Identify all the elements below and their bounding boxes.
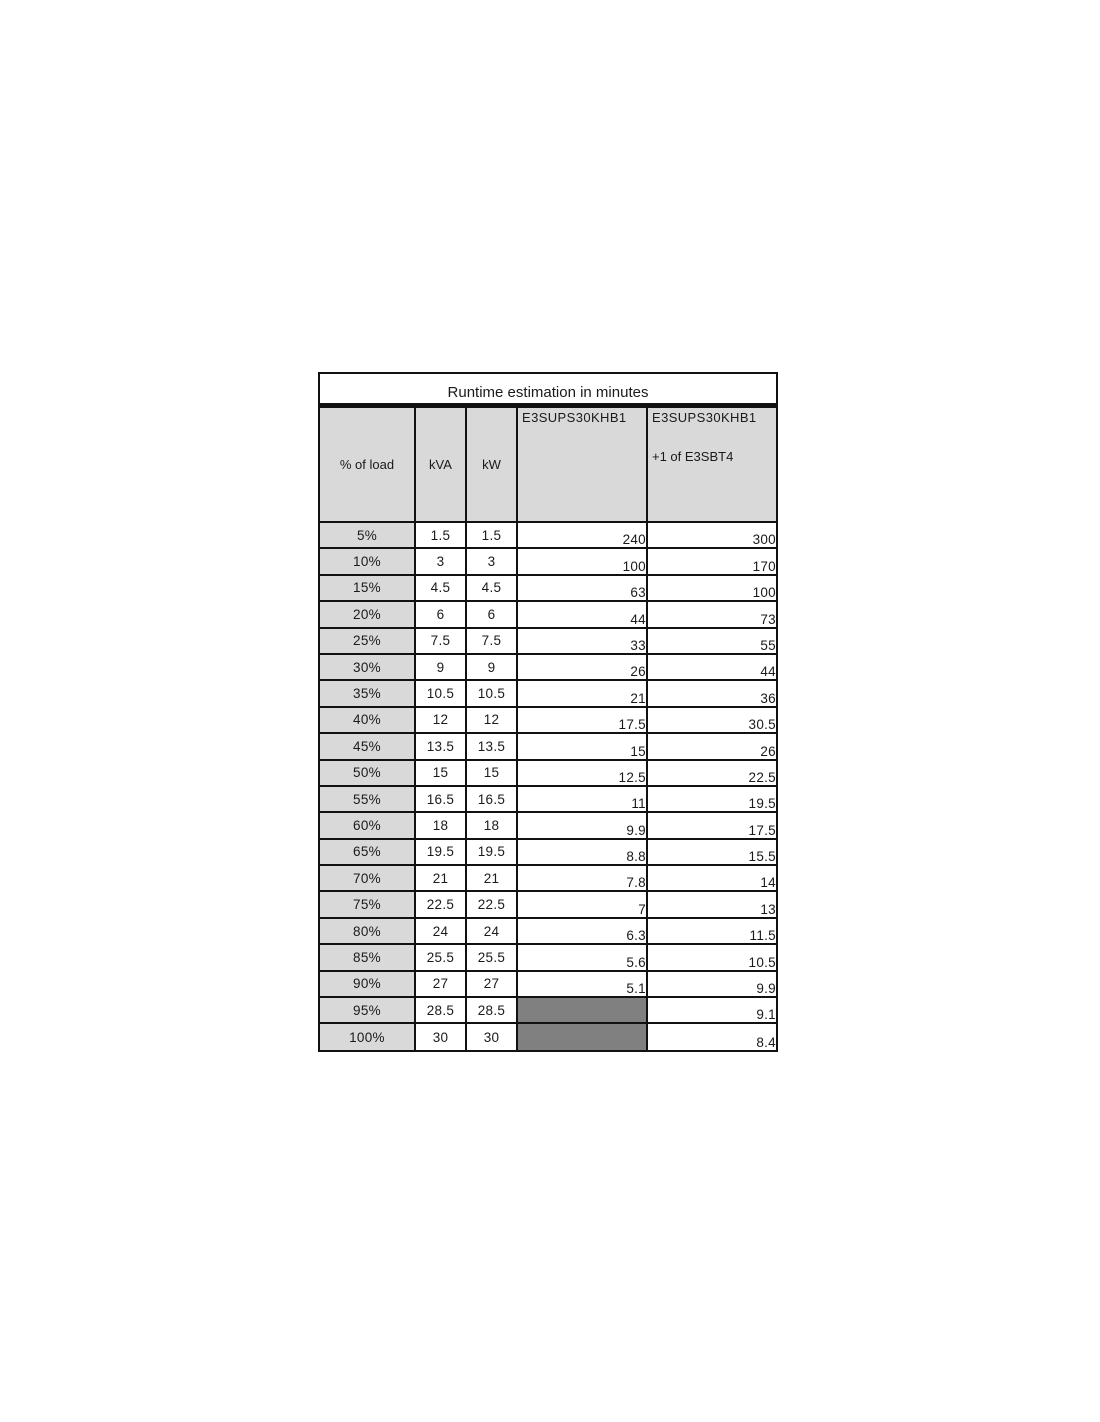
cell-kva: 13.5: [415, 733, 466, 759]
header-model-b: [647, 407, 776, 522]
cell-runtime-b: 26: [647, 733, 776, 759]
cell-kva: 22.5: [415, 891, 466, 917]
cell-kw: 16.5: [466, 786, 517, 812]
cell-runtime-a: 21: [517, 680, 647, 706]
cell-kw: 15: [466, 760, 517, 786]
cell-runtime-a: 44: [517, 601, 647, 627]
cell-kw: 13.5: [466, 733, 517, 759]
cell-kw: 12: [466, 707, 517, 733]
cell-load: 80%: [320, 918, 415, 944]
cell-kw: 1.5: [466, 522, 517, 548]
cell-kva: 3: [415, 548, 466, 574]
cell-runtime-b: 9.1: [647, 997, 776, 1023]
runtime-table-sheet: [318, 372, 778, 1052]
header-model-a-label: E3SUPS30KHB1: [522, 410, 627, 425]
table-row: [320, 891, 776, 917]
cell-kw: 27: [466, 971, 517, 997]
cell-runtime-a: 15: [517, 733, 647, 759]
cell-runtime-b: 300: [647, 522, 776, 548]
table-row: [320, 918, 776, 944]
cell-kva: 25.5: [415, 944, 466, 970]
cell-load: 25%: [320, 628, 415, 654]
cell-load: 10%: [320, 548, 415, 574]
table-row: [320, 601, 776, 627]
table-row: [320, 865, 776, 891]
table-row: [320, 707, 776, 733]
cell-runtime-a: 63: [517, 575, 647, 601]
cell-runtime-b: 170: [647, 548, 776, 574]
header-kva: kVA: [415, 407, 466, 522]
cell-runtime-a: 11: [517, 786, 647, 812]
table-row: [320, 522, 776, 548]
header-model-b-sub: +1 of E3SBT4: [652, 449, 734, 464]
cell-runtime-b: 55: [647, 628, 776, 654]
cell-runtime-b: 9.9: [647, 971, 776, 997]
table-row: [320, 628, 776, 654]
cell-load: 90%: [320, 971, 415, 997]
cell-runtime-a: 100: [517, 548, 647, 574]
cell-kw: 30: [466, 1023, 517, 1049]
cell-runtime-a: 7: [517, 891, 647, 917]
table-row: [320, 944, 776, 970]
table-row: [320, 680, 776, 706]
cell-runtime-b: 30.5: [647, 707, 776, 733]
cell-kva: 19.5: [415, 839, 466, 865]
cell-kva: 16.5: [415, 786, 466, 812]
cell-runtime-a: 240: [517, 522, 647, 548]
cell-runtime-a-unavailable: [517, 1023, 647, 1049]
cell-kva: 10.5: [415, 680, 466, 706]
cell-kw: 24: [466, 918, 517, 944]
cell-runtime-b: 15.5: [647, 839, 776, 865]
cell-kw: 28.5: [466, 997, 517, 1023]
cell-runtime-a-unavailable: [517, 997, 647, 1023]
cell-runtime-a: 26: [517, 654, 647, 680]
cell-kva: 7.5: [415, 628, 466, 654]
cell-load: 65%: [320, 839, 415, 865]
cell-kva: 24: [415, 918, 466, 944]
cell-load: 70%: [320, 865, 415, 891]
cell-load: 45%: [320, 733, 415, 759]
table-row: [320, 786, 776, 812]
cell-kw: 21: [466, 865, 517, 891]
table-row: [320, 575, 776, 601]
cell-kw: 22.5: [466, 891, 517, 917]
table-row: [320, 654, 776, 680]
cell-runtime-b: 73: [647, 601, 776, 627]
cell-runtime-a: 7.8: [517, 865, 647, 891]
cell-runtime-b: 8.4: [647, 1023, 776, 1049]
cell-runtime-b: 10.5: [647, 944, 776, 970]
table-row: [320, 812, 776, 838]
cell-load: 60%: [320, 812, 415, 838]
cell-load: 35%: [320, 680, 415, 706]
cell-kva: 12: [415, 707, 466, 733]
cell-kva: 27: [415, 971, 466, 997]
header-kw: kW: [466, 407, 517, 522]
cell-kw: 3: [466, 548, 517, 574]
cell-kva: 9: [415, 654, 466, 680]
cell-load: 95%: [320, 997, 415, 1023]
cell-kw: 18: [466, 812, 517, 838]
cell-load: 20%: [320, 601, 415, 627]
cell-kva: 21: [415, 865, 466, 891]
header-row: [320, 407, 776, 522]
cell-load: 5%: [320, 522, 415, 548]
table-title: Runtime estimation in minutes: [320, 374, 776, 406]
cell-runtime-b: 100: [647, 575, 776, 601]
cell-runtime-b: 17.5: [647, 812, 776, 838]
cell-runtime-a: 8.8: [517, 839, 647, 865]
cell-load: 55%: [320, 786, 415, 812]
cell-kva: 1.5: [415, 522, 466, 548]
cell-runtime-a: 9.9: [517, 812, 647, 838]
cell-kva: 6: [415, 601, 466, 627]
cell-load: 15%: [320, 575, 415, 601]
table-row: [320, 839, 776, 865]
cell-kva: 15: [415, 760, 466, 786]
table-row: [320, 1023, 776, 1049]
cell-kva: 30: [415, 1023, 466, 1049]
cell-kw: 25.5: [466, 944, 517, 970]
header-model-b-label: E3SUPS30KHB1: [652, 410, 757, 425]
cell-load: 75%: [320, 891, 415, 917]
table-row: [320, 997, 776, 1023]
cell-runtime-a: 6.3: [517, 918, 647, 944]
cell-runtime-a: 17.5: [517, 707, 647, 733]
cell-runtime-b: 13: [647, 891, 776, 917]
header-model-a: [517, 407, 647, 522]
table-row: [320, 548, 776, 574]
cell-kw: 10.5: [466, 680, 517, 706]
cell-load: 100%: [320, 1023, 415, 1049]
table-row: [320, 733, 776, 759]
cell-kw: 6: [466, 601, 517, 627]
table-row: [320, 971, 776, 997]
cell-kw: 9: [466, 654, 517, 680]
cell-runtime-a: 33: [517, 628, 647, 654]
table-row: [320, 760, 776, 786]
cell-kva: 4.5: [415, 575, 466, 601]
cell-runtime-b: 14: [647, 865, 776, 891]
cell-load: 30%: [320, 654, 415, 680]
cell-kva: 28.5: [415, 997, 466, 1023]
cell-runtime-b: 22.5: [647, 760, 776, 786]
cell-kw: 4.5: [466, 575, 517, 601]
cell-kw: 7.5: [466, 628, 517, 654]
cell-runtime-a: 12.5: [517, 760, 647, 786]
cell-load: 40%: [320, 707, 415, 733]
cell-runtime-b: 19.5: [647, 786, 776, 812]
cell-runtime-b: 36: [647, 680, 776, 706]
cell-kw: 19.5: [466, 839, 517, 865]
header-load: % of load: [320, 407, 415, 522]
table-body: [320, 522, 776, 1050]
cell-load: 50%: [320, 760, 415, 786]
cell-runtime-b: 11.5: [647, 918, 776, 944]
cell-runtime-a: 5.6: [517, 944, 647, 970]
cell-runtime-b: 44: [647, 654, 776, 680]
runtime-table: [320, 406, 776, 1050]
cell-runtime-a: 5.1: [517, 971, 647, 997]
cell-load: 85%: [320, 944, 415, 970]
cell-kva: 18: [415, 812, 466, 838]
